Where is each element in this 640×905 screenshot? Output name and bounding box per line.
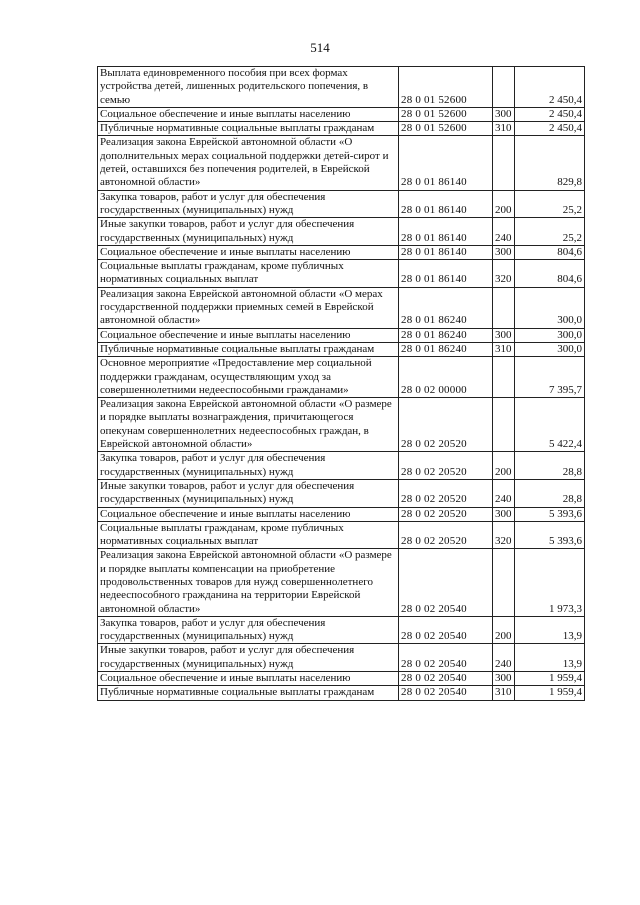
expense-type-code-cell: 300 xyxy=(493,328,515,342)
expense-type-code-cell: 300 xyxy=(493,672,515,686)
target-article-code-cell: 28 0 02 20520 xyxy=(399,479,493,507)
expense-type-code-cell xyxy=(493,357,515,398)
item-name-cell: Иные закупки товаров, работ и услуг для обеспечения государственных (муниципальных) нужд xyxy=(98,479,399,507)
amount-cell: 13,9 xyxy=(515,644,585,672)
table-row xyxy=(98,672,585,686)
table-row xyxy=(98,245,585,259)
expense-type-code-cell: 300 xyxy=(493,507,515,521)
target-article-code-cell: 28 0 02 20540 xyxy=(399,672,493,686)
item-name-cell: Публичные нормативные социальные выплаты гражданам xyxy=(98,342,399,356)
target-article-code-cell: 28 0 01 86240 xyxy=(399,342,493,356)
target-article-code-cell: 28 0 01 86140 xyxy=(399,190,493,218)
table-row xyxy=(98,616,585,644)
amount-cell: 1 959,4 xyxy=(515,672,585,686)
item-name-cell: Закупка товаров, работ и услуг для обеспечения государственных (муниципальных) нужд xyxy=(98,616,399,644)
table-row xyxy=(98,507,585,521)
amount-cell: 804,6 xyxy=(515,245,585,259)
amount-cell: 5 422,4 xyxy=(515,398,585,452)
table-row xyxy=(98,398,585,452)
budget-table-body xyxy=(98,67,585,701)
amount-cell: 13,9 xyxy=(515,616,585,644)
expense-type-code-cell: 200 xyxy=(493,616,515,644)
table-row xyxy=(98,549,585,616)
page-number: 514 xyxy=(310,40,330,55)
item-name-cell: Реализация закона Еврейской автономной области «О размере и порядке выплаты вознаграждения, причитающегося опекунам совершеннолетних недееспособных граждан, в Еврейской автономной области» xyxy=(98,398,399,452)
amount-cell: 1 959,4 xyxy=(515,686,585,700)
target-article-code-cell: 28 0 02 20520 xyxy=(399,452,493,480)
item-name-cell: Реализация закона Еврейской автономной области «О дополнительных мерах социальной поддержки детей-сирот и детей, оставшихся без попечения родителей, в Еврейской автономной области» xyxy=(98,136,399,190)
expense-type-code-cell: 240 xyxy=(493,218,515,246)
target-article-code-cell: 28 0 02 20540 xyxy=(399,686,493,700)
item-name-cell: Социальное обеспечение и иные выплаты населению xyxy=(98,107,399,121)
amount-cell: 5 393,6 xyxy=(515,507,585,521)
item-name-cell: Выплата единовременного пособия при всех формах устройства детей, лишенных родительского попечения, в семью xyxy=(98,67,399,108)
expense-type-code-cell: 240 xyxy=(493,644,515,672)
table-row xyxy=(98,218,585,246)
expense-type-code-cell: 320 xyxy=(493,260,515,288)
target-article-code-cell: 28 0 02 20520 xyxy=(399,398,493,452)
table-row xyxy=(98,357,585,398)
amount-cell: 25,2 xyxy=(515,218,585,246)
table-row xyxy=(98,122,585,136)
amount-cell: 300,0 xyxy=(515,328,585,342)
amount-cell: 300,0 xyxy=(515,342,585,356)
target-article-code-cell: 28 0 01 86140 xyxy=(399,245,493,259)
item-name-cell: Иные закупки товаров, работ и услуг для обеспечения государственных (муниципальных) нужд xyxy=(98,218,399,246)
amount-cell: 28,8 xyxy=(515,452,585,480)
item-name-cell: Иные закупки товаров, работ и услуг для обеспечения государственных (муниципальных) нужд xyxy=(98,644,399,672)
table-row xyxy=(98,342,585,356)
target-article-code-cell: 28 0 02 20540 xyxy=(399,549,493,616)
expense-type-code-cell xyxy=(493,398,515,452)
item-name-cell: Реализация закона Еврейской автономной области «О размере и порядке выплаты компенсации на приобретение продовольственных товаров для нужд совершеннолетнего недееспособного гражданина на территории Еврейской автономной области» xyxy=(98,549,399,616)
amount-cell: 28,8 xyxy=(515,479,585,507)
target-article-code-cell: 28 0 02 20520 xyxy=(399,507,493,521)
target-article-code-cell: 28 0 02 20520 xyxy=(399,521,493,549)
item-name-cell: Закупка товаров, работ и услуг для обеспечения государственных (муниципальных) нужд xyxy=(98,452,399,480)
item-name-cell: Социальное обеспечение и иные выплаты населению xyxy=(98,328,399,342)
item-name-cell: Реализация закона Еврейской автономной области «О мерах государственной поддержки приемных семей в Еврейской автономной области» xyxy=(98,287,399,328)
table-row xyxy=(98,686,585,700)
expense-type-code-cell: 310 xyxy=(493,686,515,700)
table-row xyxy=(98,67,585,108)
amount-cell: 5 393,6 xyxy=(515,521,585,549)
table-row xyxy=(98,190,585,218)
table-row xyxy=(98,452,585,480)
item-name-cell: Социальное обеспечение и иные выплаты населению xyxy=(98,672,399,686)
expense-type-code-cell xyxy=(493,67,515,108)
expense-type-code-cell: 320 xyxy=(493,521,515,549)
target-article-code-cell: 28 0 02 20540 xyxy=(399,644,493,672)
table-row xyxy=(98,107,585,121)
item-name-cell: Основное мероприятие «Предоставление мер социальной поддержки гражданам, осуществляющим уход за совершеннолетними недееспособными гражданами» xyxy=(98,357,399,398)
expense-type-code-cell: 310 xyxy=(493,122,515,136)
expense-type-code-cell: 300 xyxy=(493,107,515,121)
target-article-code-cell: 28 0 01 86140 xyxy=(399,218,493,246)
amount-cell: 2 450,4 xyxy=(515,122,585,136)
table-row xyxy=(98,644,585,672)
target-article-code-cell: 28 0 01 86240 xyxy=(399,328,493,342)
amount-cell: 7 395,7 xyxy=(515,357,585,398)
amount-cell: 2 450,4 xyxy=(515,67,585,108)
target-article-code-cell: 28 0 02 00000 xyxy=(399,357,493,398)
target-article-code-cell: 28 0 01 86140 xyxy=(399,136,493,190)
item-name-cell: Публичные нормативные социальные выплаты гражданам xyxy=(98,122,399,136)
amount-cell: 25,2 xyxy=(515,190,585,218)
table-row xyxy=(98,287,585,328)
table-row xyxy=(98,328,585,342)
item-name-cell: Публичные нормативные социальные выплаты гражданам xyxy=(98,686,399,700)
item-name-cell: Социальные выплаты гражданам, кроме публичных нормативных социальных выплат xyxy=(98,521,399,549)
amount-cell: 1 973,3 xyxy=(515,549,585,616)
target-article-code-cell: 28 0 01 52600 xyxy=(399,122,493,136)
table-row xyxy=(98,479,585,507)
target-article-code-cell: 28 0 01 86240 xyxy=(399,287,493,328)
budget-table xyxy=(97,66,585,701)
expense-type-code-cell: 200 xyxy=(493,190,515,218)
expense-type-code-cell: 300 xyxy=(493,245,515,259)
table-row xyxy=(98,136,585,190)
target-article-code-cell: 28 0 01 52600 xyxy=(399,107,493,121)
table-row xyxy=(98,260,585,288)
item-name-cell: Социальное обеспечение и иные выплаты населению xyxy=(98,245,399,259)
expense-type-code-cell: 240 xyxy=(493,479,515,507)
target-article-code-cell: 28 0 01 52600 xyxy=(399,67,493,108)
expense-type-code-cell: 200 xyxy=(493,452,515,480)
item-name-cell: Социальное обеспечение и иные выплаты населению xyxy=(98,507,399,521)
expense-type-code-cell xyxy=(493,136,515,190)
amount-cell: 2 450,4 xyxy=(515,107,585,121)
item-name-cell: Закупка товаров, работ и услуг для обеспечения государственных (муниципальных) нужд xyxy=(98,190,399,218)
expense-type-code-cell xyxy=(493,287,515,328)
target-article-code-cell: 28 0 02 20540 xyxy=(399,616,493,644)
item-name-cell: Социальные выплаты гражданам, кроме публичных нормативных социальных выплат xyxy=(98,260,399,288)
expense-type-code-cell: 310 xyxy=(493,342,515,356)
amount-cell: 829,8 xyxy=(515,136,585,190)
amount-cell: 804,6 xyxy=(515,260,585,288)
target-article-code-cell: 28 0 01 86140 xyxy=(399,260,493,288)
amount-cell: 300,0 xyxy=(515,287,585,328)
table-row xyxy=(98,521,585,549)
expense-type-code-cell xyxy=(493,549,515,616)
